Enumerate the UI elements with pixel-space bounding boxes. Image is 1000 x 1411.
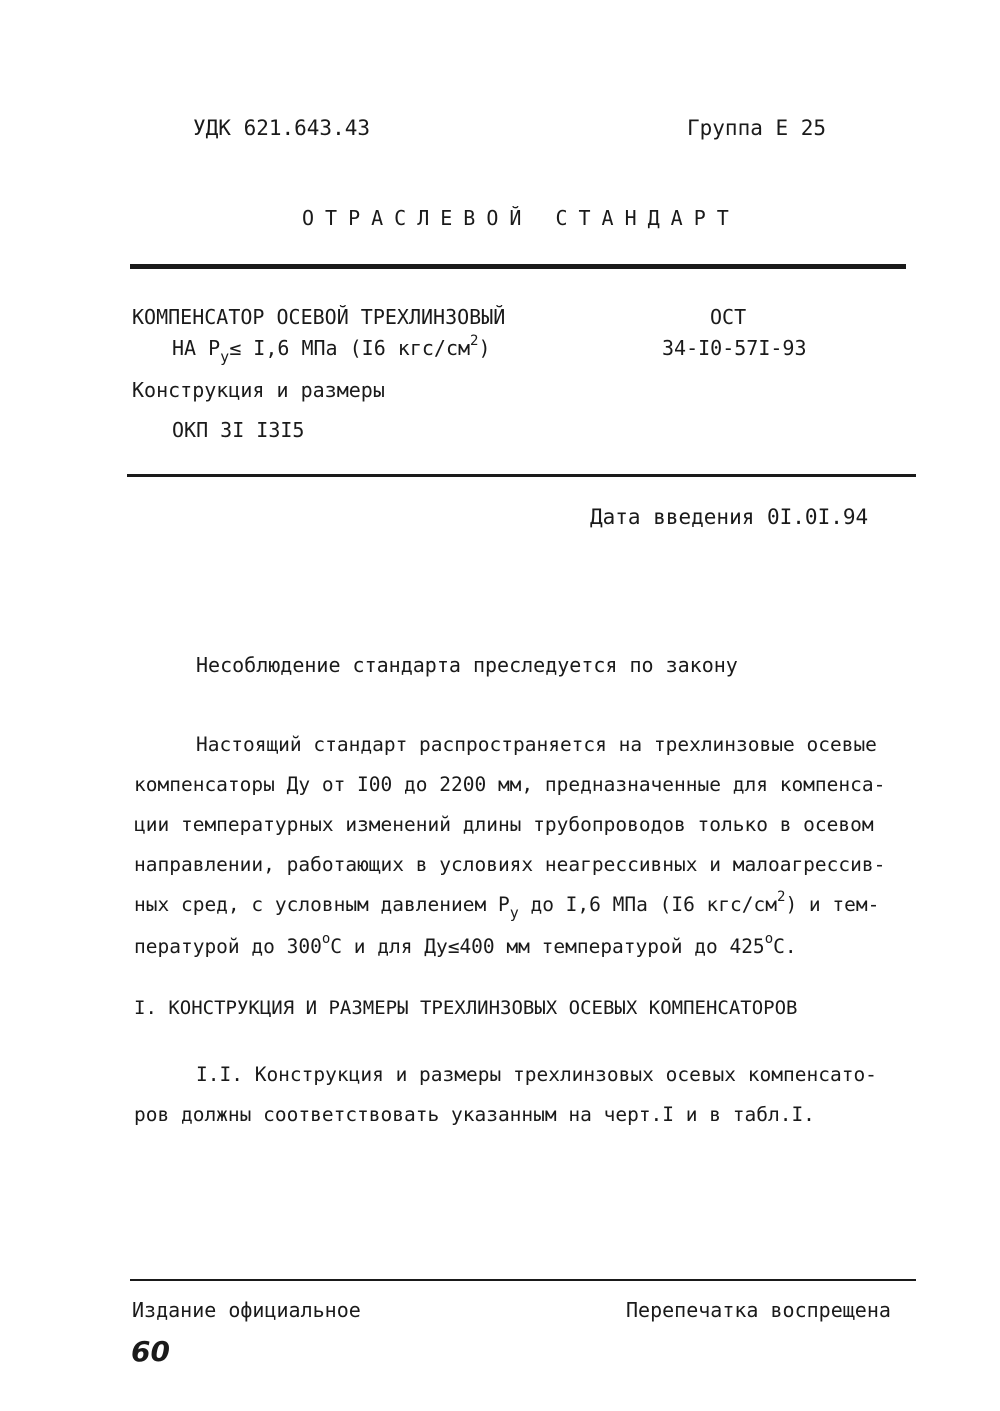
scope-paragraph	[134, 725, 919, 969]
section-heading: I. КОНСТРУКЦИЯ И РАЗМЕРЫ ТРЕХЛИНЗОВЫХ ОСЕВЫХ КОМПЕНСАТОРОВ	[134, 997, 798, 1019]
scope-line: ных сред, с условным давлением $Р_у$ до I,6 МПа (I6 кгс/$см^2$) и тем-	[134, 889, 880, 922]
footer-official-edition: Издание официальное	[132, 1298, 361, 1322]
ost-number: 34-I0-57I-93	[662, 336, 807, 360]
okp-code: ОКП 3I I3I5	[172, 418, 305, 442]
page-number: 60	[131, 1335, 170, 1368]
footer-rule	[130, 1279, 916, 1281]
udk-code: УДК 621.643.43	[193, 116, 371, 140]
doc-subtitle: Конструкция и размеры	[132, 378, 385, 402]
section-paragraph	[134, 1055, 919, 1135]
section-line: ров должны соответствовать указанным на черт.I и в табл.I.	[134, 1103, 815, 1126]
legal-warning: Несоблюдение стандарта преследуется по закону	[196, 653, 738, 677]
top-thick-rule	[130, 264, 906, 269]
scope-line: пературой до $300^оС$ и для Ду≤400 мм температурой до $425^оС$.	[134, 931, 797, 958]
section-line: I.I. Конструкция и размеры трехлинзовых осевых компенсато-	[196, 1063, 877, 1086]
intro-date: Дата введения 0I.0I.94	[590, 505, 869, 529]
scope-line: ции температурных изменений длины трубопроводов только в осевом	[134, 813, 874, 836]
ost-label: ОСТ	[710, 305, 747, 329]
doc-title-line1: КОМПЕНСАТОР ОСЕВОЙ ТРЕХЛИНЗОВЫЙ	[132, 305, 506, 329]
scope-line: направлении, работающих в условиях неагрессивных и малоагрессив-	[134, 853, 886, 876]
title-block-bottom-rule	[127, 474, 916, 477]
doc-title-line2: НА $Р_у\le I,6$ МПа (I6 кгс/$см^2$)	[172, 333, 491, 366]
scope-line: компенсаторы Ду от I00 до 2200 мм, предназначенные для компенса-	[134, 773, 886, 796]
footer-reprint-prohibited: Перепечатка воспрещена	[626, 1298, 891, 1322]
group-code: Группа Е 25	[687, 116, 827, 140]
scope-line: Настоящий стандарт распространяется на трехлинзовые осевые	[196, 733, 877, 756]
standard-type-heading: ОТРАСЛЕВОЙ СТАНДАРТ	[302, 206, 740, 230]
